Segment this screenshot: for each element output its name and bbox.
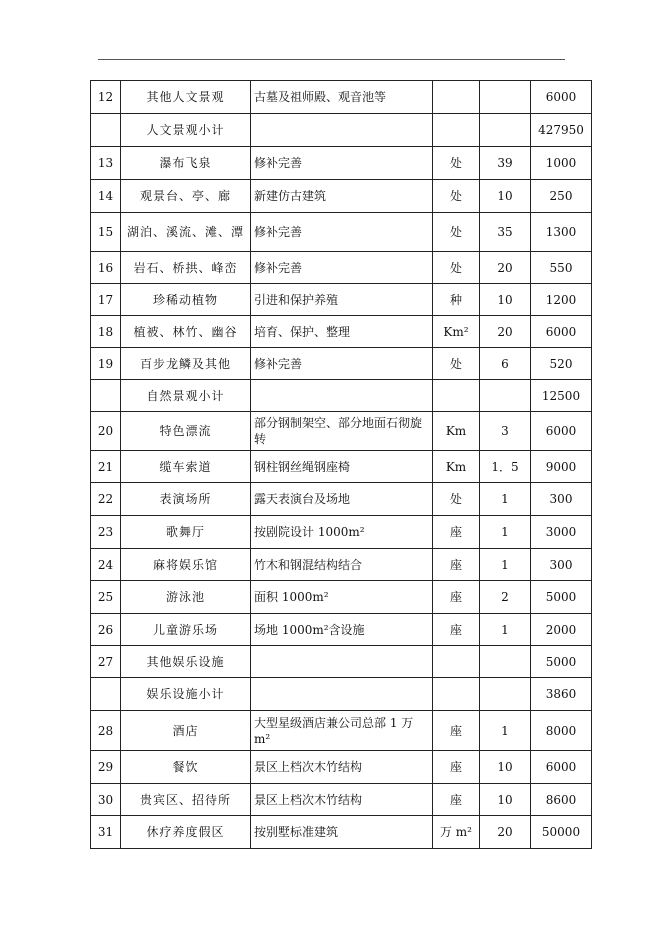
item-amount: 250: [531, 180, 592, 213]
item-quantity: [480, 114, 531, 147]
item-amount: 6000: [531, 316, 592, 348]
item-amount: 300: [531, 483, 592, 516]
table-row: [91, 147, 592, 180]
item-description: [251, 646, 433, 678]
table-row: [91, 784, 592, 816]
item-name: 缆车索道: [121, 451, 251, 483]
item-name: 瀑布飞泉: [121, 147, 251, 180]
item-amount: 3000: [531, 516, 592, 549]
item-quantity: 1: [480, 549, 531, 581]
table-row: [91, 711, 592, 751]
table-row: [91, 451, 592, 483]
row-number: 27: [91, 646, 121, 678]
subtotal-row: [91, 380, 592, 412]
item-unit: [433, 114, 480, 147]
row-number: 28: [91, 711, 121, 751]
item-amount: 550: [531, 252, 592, 284]
item-quantity: 10: [480, 751, 531, 784]
item-unit: 处: [433, 213, 480, 252]
item-name: 麻将娱乐馆: [121, 549, 251, 581]
item-quantity: 1: [480, 516, 531, 549]
item-quantity: 20: [480, 252, 531, 284]
item-unit: Km: [433, 412, 480, 451]
item-description: 引进和保护养殖: [251, 284, 433, 316]
item-name: 游泳池: [121, 581, 251, 614]
subtotal-label: 人文景观小计: [121, 114, 251, 147]
item-unit: [433, 646, 480, 678]
item-unit: 座: [433, 711, 480, 751]
table-row: [91, 614, 592, 646]
item-amount: 1300: [531, 213, 592, 252]
item-amount: 50000: [531, 816, 592, 849]
item-name: 珍稀动植物: [121, 284, 251, 316]
item-description: 部分钢制架空、部分地面石彻旋转: [251, 412, 433, 451]
row-number: 23: [91, 516, 121, 549]
subtotal-amount: 12500: [531, 380, 592, 412]
item-amount: 1200: [531, 284, 592, 316]
item-unit: 万 m²: [433, 816, 480, 849]
item-unit: [433, 678, 480, 711]
item-quantity: 10: [480, 180, 531, 213]
table-row: [91, 549, 592, 581]
table-row: [91, 646, 592, 678]
item-name: 其他娱乐设施: [121, 646, 251, 678]
row-number: 20: [91, 412, 121, 451]
item-amount: 520: [531, 348, 592, 380]
item-unit: 处: [433, 180, 480, 213]
item-amount: 6000: [531, 412, 592, 451]
table-row: [91, 581, 592, 614]
item-amount: 300: [531, 549, 592, 581]
item-quantity: 20: [480, 316, 531, 348]
item-amount: 8000: [531, 711, 592, 751]
row-number: 12: [91, 81, 121, 114]
item-quantity: 6: [480, 348, 531, 380]
item-quantity: 2: [480, 581, 531, 614]
item-amount: 8600: [531, 784, 592, 816]
table-row: [91, 284, 592, 316]
item-quantity: 35: [480, 213, 531, 252]
item-quantity: 1: [480, 483, 531, 516]
item-description: 钢柱钢丝绳钢座椅: [251, 451, 433, 483]
budget-table: [90, 80, 592, 849]
item-name: 歌舞厅: [121, 516, 251, 549]
item-unit: 座: [433, 784, 480, 816]
table-row: [91, 213, 592, 252]
item-name: 餐饮: [121, 751, 251, 784]
item-name: 贵宾区、招待所: [121, 784, 251, 816]
table-row: [91, 348, 592, 380]
item-unit: 座: [433, 581, 480, 614]
table-row: [91, 316, 592, 348]
table-row: [91, 751, 592, 784]
item-description: 面积 1000m²: [251, 581, 433, 614]
item-unit: 处: [433, 252, 480, 284]
item-quantity: 1．5: [480, 451, 531, 483]
item-amount: 5000: [531, 646, 592, 678]
item-unit: 处: [433, 483, 480, 516]
item-quantity: 3: [480, 412, 531, 451]
item-quantity: [480, 380, 531, 412]
item-quantity: [480, 81, 531, 114]
item-unit: 种: [433, 284, 480, 316]
item-description: 修补完善: [251, 348, 433, 380]
row-number: 14: [91, 180, 121, 213]
item-unit: 座: [433, 614, 480, 646]
item-name: 特色漂流: [121, 412, 251, 451]
item-quantity: 39: [480, 147, 531, 180]
item-description: [251, 114, 433, 147]
item-amount: 9000: [531, 451, 592, 483]
row-number: [91, 380, 121, 412]
item-description: [251, 678, 433, 711]
item-quantity: 10: [480, 284, 531, 316]
item-name: 表演场所: [121, 483, 251, 516]
item-description: 修补完善: [251, 147, 433, 180]
row-number: 18: [91, 316, 121, 348]
item-quantity: 1: [480, 711, 531, 751]
row-number: 26: [91, 614, 121, 646]
item-name: 酒店: [121, 711, 251, 751]
row-number: 17: [91, 284, 121, 316]
row-number: 29: [91, 751, 121, 784]
item-name: 湖泊、溪流、滩、潭: [121, 213, 251, 252]
item-name: 儿童游乐场: [121, 614, 251, 646]
item-unit: 座: [433, 751, 480, 784]
table-row: [91, 483, 592, 516]
row-number: 21: [91, 451, 121, 483]
item-unit: 处: [433, 147, 480, 180]
table-row: [91, 412, 592, 451]
item-quantity: [480, 678, 531, 711]
item-name: 岩石、桥拱、峰峦: [121, 252, 251, 284]
row-number: [91, 678, 121, 711]
item-unit: Km: [433, 451, 480, 483]
subtotal-row: [91, 114, 592, 147]
item-quantity: 20: [480, 816, 531, 849]
item-description: 景区上档次木竹结构: [251, 751, 433, 784]
subtotal-amount: 3860: [531, 678, 592, 711]
row-number: 22: [91, 483, 121, 516]
row-number: 30: [91, 784, 121, 816]
item-unit: 处: [433, 348, 480, 380]
row-number: 13: [91, 147, 121, 180]
row-number: [91, 114, 121, 147]
item-quantity: 1: [480, 614, 531, 646]
item-name: 其他人文景观: [121, 81, 251, 114]
item-unit: Km²: [433, 316, 480, 348]
item-description: 场地 1000m²含设施: [251, 614, 433, 646]
table-row: [91, 252, 592, 284]
item-amount: 6000: [531, 751, 592, 784]
item-description: 古墓及祖师殿、观音池等: [251, 81, 433, 114]
item-name: 植被、林竹、幽谷: [121, 316, 251, 348]
item-quantity: 10: [480, 784, 531, 816]
row-number: 25: [91, 581, 121, 614]
item-unit: [433, 380, 480, 412]
subtotal-row: [91, 678, 592, 711]
row-number: 19: [91, 348, 121, 380]
item-description: 景区上档次木竹结构: [251, 784, 433, 816]
row-number: 31: [91, 816, 121, 849]
item-description: 竹木和钢混结构结合: [251, 549, 433, 581]
table-row: [91, 816, 592, 849]
item-description: 大型星级酒店兼公司总部 1 万 m²: [251, 711, 433, 751]
item-amount: 1000: [531, 147, 592, 180]
table-row: [91, 516, 592, 549]
item-name: 休疗养度假区: [121, 816, 251, 849]
item-unit: 座: [433, 549, 480, 581]
item-description: [251, 380, 433, 412]
table-row: [91, 81, 592, 114]
item-description: 修补完善: [251, 213, 433, 252]
item-amount: 2000: [531, 614, 592, 646]
page-header-rule: [98, 59, 565, 60]
item-unit: 座: [433, 516, 480, 549]
item-amount: 6000: [531, 81, 592, 114]
item-name: 百步龙鳞及其他: [121, 348, 251, 380]
subtotal-label: 自然景观小计: [121, 380, 251, 412]
row-number: 24: [91, 549, 121, 581]
item-quantity: [480, 646, 531, 678]
subtotal-amount: 427950: [531, 114, 592, 147]
row-number: 16: [91, 252, 121, 284]
item-description: 露天表演台及场地: [251, 483, 433, 516]
item-description: 修补完善: [251, 252, 433, 284]
row-number: 15: [91, 213, 121, 252]
item-description: 新建仿古建筑: [251, 180, 433, 213]
item-name: 观景台、亭、廊: [121, 180, 251, 213]
subtotal-label: 娱乐设施小计: [121, 678, 251, 711]
item-description: 按别墅标准建筑: [251, 816, 433, 849]
item-description: 培育、保护、整理: [251, 316, 433, 348]
item-description: 按剧院设计 1000m²: [251, 516, 433, 549]
item-unit: [433, 81, 480, 114]
table-row: [91, 180, 592, 213]
item-amount: 5000: [531, 581, 592, 614]
